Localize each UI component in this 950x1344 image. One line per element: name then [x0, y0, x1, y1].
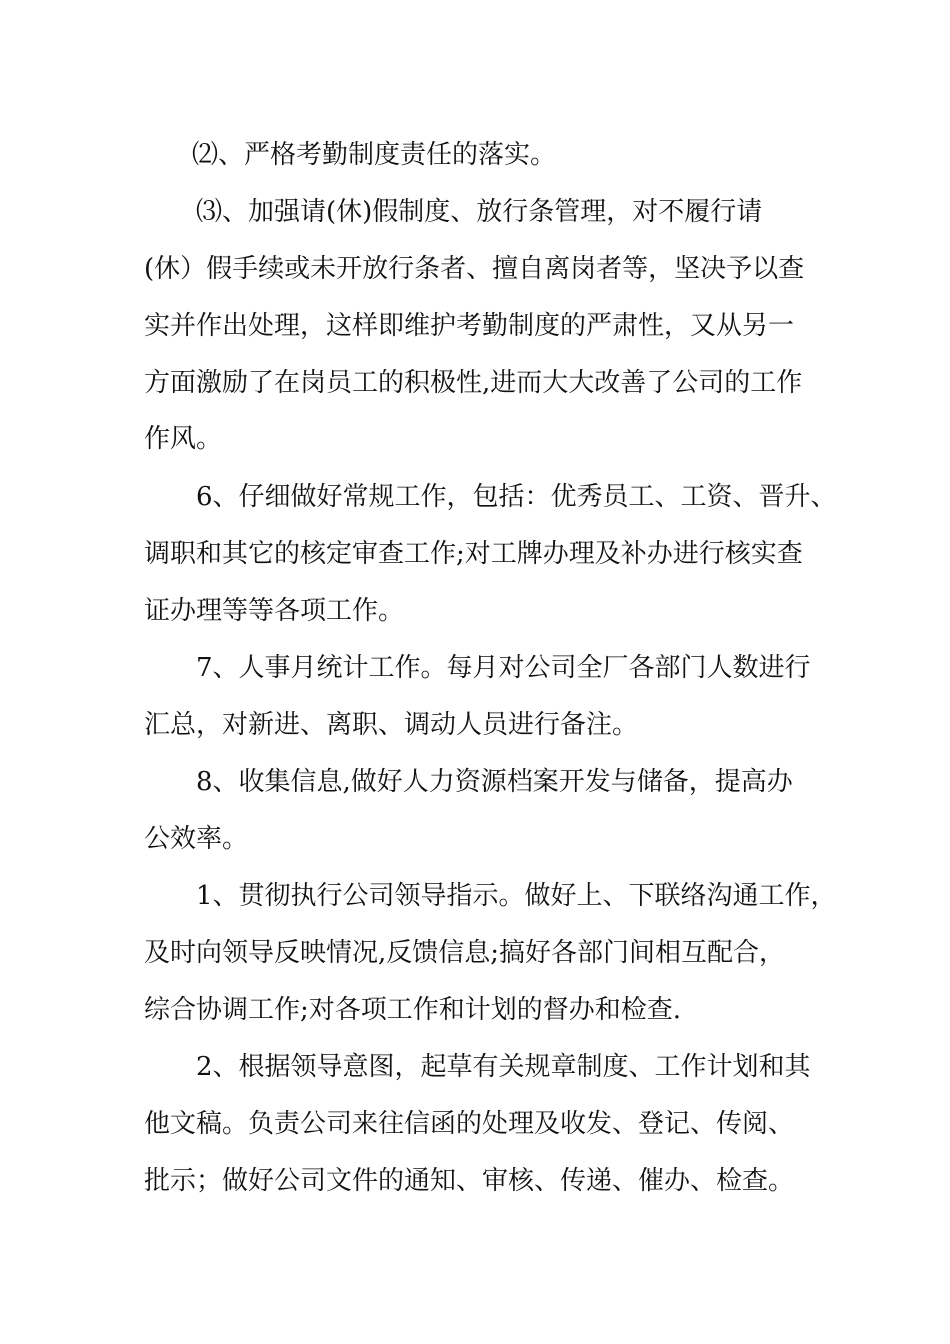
text-line: 及时向领导反映情况,反馈信息;搞好各部门间相互配合， [144, 938, 786, 968]
text-line: 综合协调工作;对各项工作和计划的督办和检查. [144, 995, 682, 1025]
text-line: 1、贯彻执行公司领导指示。做好上、下联络沟通工作， [196, 881, 837, 911]
text-line: 实并作出处理，这样即维护考勤制度的严肃性，又从另一 [144, 311, 795, 341]
text-line: 方面激励了在岗员工的积极性,进而大大改善了公司的工作 [144, 368, 803, 398]
text-line: 7、人事月统计工作。每月对公司全厂各部门人数进行 [196, 653, 811, 683]
text-line: ⑵、严格考勤制度责任的落实。 [192, 140, 557, 170]
text-line: 他文稿。负责公司来往信函的处理及收发、登记、传阅、 [144, 1109, 795, 1139]
text-line: 6、仔细做好常规工作，包括：优秀员工、工资、晋升、 [196, 482, 837, 512]
text-line: 汇总，对新进、离职、调动人员进行备注。 [144, 710, 639, 740]
text-line: 批示；做好公司文件的通知、审核、传递、催办、检查。 [144, 1166, 795, 1196]
text-line: 8、收集信息,做好人力资源档案开发与储备，提高办 [196, 767, 793, 797]
text-line: 2、根据领导意图，起草有关规章制度、工作计划和其 [196, 1052, 811, 1082]
text-line: (休）假手续或未开放行条者、擅自离岗者等，坚决予以查 [144, 254, 805, 284]
text-line: ⑶、加强请(休)假制度、放行条管理，对不履行请 [196, 197, 763, 227]
text-line: 证办理等等各项工作。 [144, 596, 405, 626]
text-line: 作风。 [144, 424, 223, 454]
text-line: 调职和其它的核定审查工作;对工牌办理及补办进行核实查 [144, 539, 803, 569]
text-line: 公效率。 [144, 824, 249, 854]
